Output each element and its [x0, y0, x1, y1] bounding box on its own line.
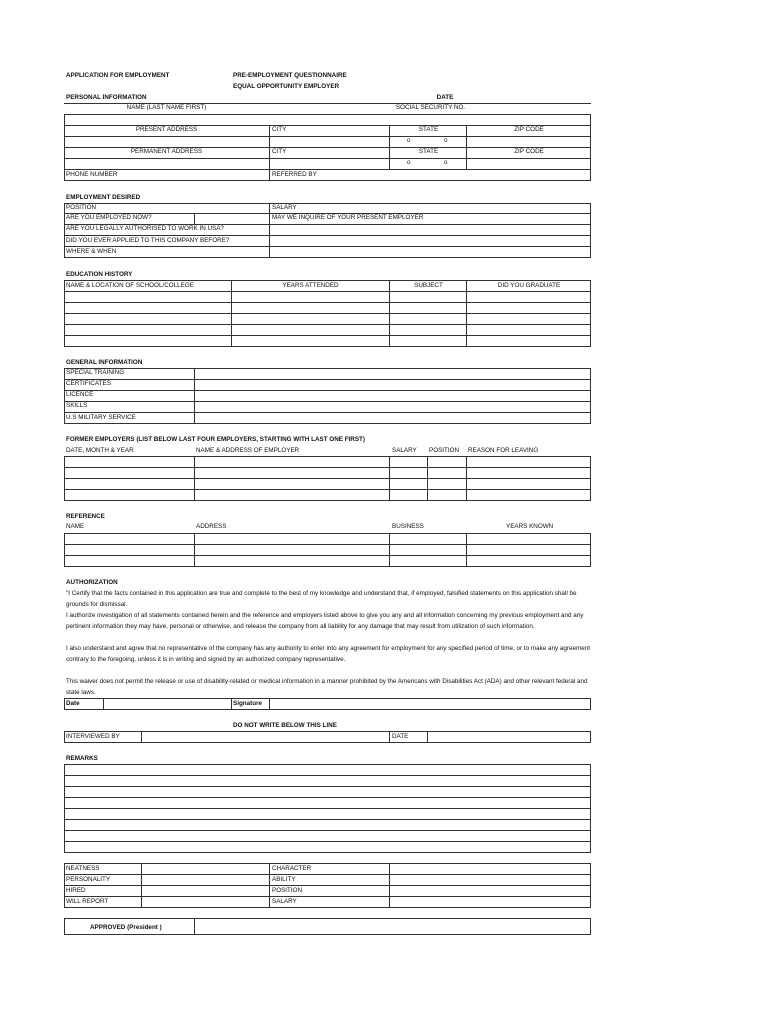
- rule: [64, 235, 591, 236]
- eoe-title: EQUAL OPPORTUNITY EMPLOYER: [233, 83, 340, 90]
- rule: [64, 136, 591, 137]
- salary-label: SALARY: [272, 204, 297, 211]
- grid-line: [64, 863, 65, 907]
- grid-line: [231, 280, 232, 346]
- name-label: NAME (LAST NAME FIRST): [126, 104, 207, 111]
- grid-line: [389, 863, 390, 907]
- rule: [64, 180, 591, 181]
- rule: [64, 896, 591, 897]
- authorised-label: ARE YOU LEGALLY AUTHORISED TO WORK IN USA?: [66, 225, 224, 232]
- grid-line: [590, 203, 591, 257]
- rule: [64, 698, 591, 699]
- rule: [64, 852, 591, 853]
- years-col-label: YEARS ATTENDED: [282, 282, 339, 289]
- date-label: DATE: [436, 94, 454, 101]
- grid-line: [590, 533, 591, 566]
- rule: [64, 764, 591, 765]
- general-item: LICENCE: [66, 391, 94, 398]
- rule: [64, 313, 591, 314]
- grid-line: [466, 280, 467, 346]
- state-option-1[interactable]: o: [407, 137, 411, 144]
- grid-line: [590, 114, 591, 180]
- reference-name-col: NAME: [66, 523, 85, 530]
- rule: [64, 489, 591, 490]
- personality-label: PERSONALITY: [66, 876, 111, 883]
- grid-line: [590, 918, 591, 934]
- hired-label: HIRED: [66, 887, 86, 894]
- grid-line: [64, 918, 65, 934]
- rule: [64, 544, 591, 545]
- referred-by-label: REFERRED BY: [272, 171, 317, 178]
- grid-line: [466, 125, 467, 169]
- employed-now-label: ARE YOU EMPLOYED NOW?: [66, 214, 152, 221]
- position-office-label: POSITION: [272, 887, 303, 894]
- grid-line: [64, 368, 65, 423]
- grid-line: [427, 731, 428, 742]
- state-label: STATE: [418, 148, 439, 155]
- applied-before-label: DID YOU EVER APPLIED TO THIS COMPANY BEFORE?: [66, 237, 230, 244]
- grid-line: [194, 368, 195, 423]
- former-heading: FORMER EMPLOYERS (LIST BELOW LAST FOUR EMPLOYERS, STARTING WITH LAST ONE FIRST): [66, 436, 365, 443]
- city-label: CITY: [272, 126, 287, 133]
- grid-line: [269, 125, 270, 180]
- general-heading: GENERAL INFORMATION: [66, 359, 143, 366]
- phone-label: PHONE NUMBER: [66, 171, 118, 178]
- grid-line: [389, 280, 390, 346]
- grid-line: [590, 764, 591, 852]
- grid-line: [590, 456, 591, 500]
- education-heading: EDUCATION HISTORY: [66, 271, 133, 278]
- grid-line: [64, 698, 65, 709]
- former-name-col: NAME & ADDRESS OF EMPLOYER: [196, 447, 300, 454]
- rule: [64, 346, 591, 347]
- where-when-label: WHERE & WHEN: [66, 248, 117, 255]
- subject-col-label: SUBJECT: [414, 282, 443, 289]
- rule: [64, 412, 591, 413]
- grid-line: [231, 698, 232, 709]
- remarks-heading: REMARKS: [66, 755, 98, 762]
- zip-label: ZIP CODE: [514, 126, 544, 133]
- rule: [64, 808, 591, 809]
- rule: [64, 797, 591, 798]
- rule: [64, 533, 591, 534]
- rule: [64, 830, 591, 831]
- state-option-1[interactable]: o: [407, 159, 411, 166]
- rule: [64, 324, 591, 325]
- grid-line: [64, 203, 65, 257]
- rule: [64, 390, 591, 391]
- rule: [64, 302, 591, 303]
- graduate-col-label: DID YOU GRADUATE: [497, 282, 561, 289]
- former-salary-col: SALARY: [392, 447, 417, 454]
- grid-line: [427, 456, 428, 500]
- ssn-label: SOCIAL SECURITY NO.: [395, 104, 466, 111]
- rule: [64, 863, 591, 864]
- do-not-write-notice: DO NOT WRITE BELOW THIS LINE: [233, 722, 337, 729]
- grid-line: [389, 731, 390, 742]
- character-label: CHARACTER: [272, 865, 312, 872]
- former-date-col: DATE, MONTH & YEAR: [66, 447, 134, 454]
- rule: [64, 934, 591, 935]
- grid-line: [64, 764, 65, 852]
- rule: [64, 775, 591, 776]
- grid-line: [590, 863, 591, 907]
- school-col-label: NAME & LOCATION OF SCHOOL/COLLEGE: [66, 282, 194, 289]
- grid-line: [194, 456, 195, 500]
- grid-line: [64, 731, 65, 742]
- interview-date-label: DATE: [392, 733, 409, 740]
- rule: [64, 841, 591, 842]
- grid-line: [194, 918, 195, 934]
- rule: [64, 874, 591, 875]
- general-item: CERTIFICATES: [66, 380, 111, 387]
- agreement-paragraph: I also understand and agree that no representative of the company has any authority to enter into any agreement for employment for any specified period of time, or to make any agreement contrary to the foregoing, unless it is in writing and signed by an authorized company representative.: [66, 645, 590, 663]
- former-position-col: POSITION: [429, 447, 460, 454]
- investigation-paragraph: I authorize investigation of all statements contained herein and the reference and employers listed above to give you any and all information concerning my previous employment and any pertinent information they may have, personal or otherwise, and release the company from all liability for any damage that may result from utilization of such information.: [66, 612, 584, 630]
- grid-line: [194, 533, 195, 566]
- questionnaire-title: PRE-EMPLOYMENT QUESTIONNAIRE: [233, 72, 347, 79]
- rule: [64, 401, 591, 402]
- grid-line: [64, 114, 65, 180]
- grid-line: [590, 698, 591, 709]
- grid-line: [590, 368, 591, 423]
- grid-line: [389, 533, 390, 566]
- rule: [64, 786, 591, 787]
- will-report-label: WILL REPORT: [66, 898, 109, 905]
- grid-line: [64, 456, 65, 500]
- ada-waiver-paragraph: This waiver does not permit the release or use of disability-related or medical information in a manner prohibited by the Americans with Disabilities Act (ADA) and other relevant federal and state laws.: [66, 678, 588, 696]
- certify-paragraph: "I Certify that the facts contained in this application are true and complete to the best of my knowledge and understand that, if employed, falsified statements on this application shall be grounds for dismissal.: [66, 590, 577, 608]
- position-label: POSITION: [66, 204, 97, 211]
- grid-line: [64, 280, 65, 346]
- rule: [64, 291, 591, 292]
- present-address-label: PRESENT ADDRESS: [135, 126, 198, 133]
- rule: [64, 257, 591, 258]
- interviewed-by-label: INTERVIEWED BY: [66, 733, 120, 740]
- former-reason-col: REASON FOR LEAVING: [468, 447, 539, 454]
- neatness-label: NEATNESS: [66, 865, 100, 872]
- grid-line: [389, 125, 390, 169]
- general-item: U.S MILITARY SERVICE: [66, 414, 136, 421]
- grid-line: [64, 533, 65, 566]
- reference-heading: REFERENCE: [66, 513, 105, 520]
- rule: [64, 423, 591, 424]
- zip-label: ZIP CODE: [514, 148, 544, 155]
- form-title: APPLICATION FOR EMPLOYMENT: [66, 72, 170, 79]
- state-label: STATE: [418, 126, 439, 133]
- grid-line: [466, 456, 467, 500]
- approved-label: APPROVED (President ): [90, 924, 162, 931]
- grid-line: [590, 280, 591, 346]
- rule: [64, 819, 591, 820]
- grid-line: [103, 698, 104, 709]
- grid-line: [590, 731, 591, 742]
- grid-line: [194, 213, 195, 224]
- grid-line: [269, 863, 270, 907]
- grid-line: [389, 456, 390, 500]
- rule: [64, 731, 591, 732]
- salary-office-label: SALARY: [272, 898, 297, 905]
- grid-line: [269, 203, 270, 257]
- rule: [64, 203, 591, 204]
- rule: [64, 467, 591, 468]
- ability-label: ABILITY: [272, 876, 296, 883]
- rule: [64, 456, 591, 457]
- rule: [64, 742, 591, 743]
- employment-heading: EMPLOYMENT DESIRED: [66, 194, 141, 201]
- rule: [64, 158, 591, 159]
- authorization-heading: AUTHORIZATION: [66, 579, 118, 586]
- rule: [64, 907, 591, 908]
- rule: [64, 114, 591, 115]
- rule: [64, 566, 591, 567]
- city-label: CITY: [272, 148, 287, 155]
- rule: [64, 885, 591, 886]
- rule: [64, 280, 591, 281]
- rule: [64, 555, 591, 556]
- grid-line: [269, 698, 270, 709]
- rule: [64, 500, 591, 501]
- grid-line: [466, 533, 467, 566]
- reference-business-col: BUSINESS: [392, 523, 424, 530]
- rule: [64, 246, 591, 247]
- rule: [64, 709, 591, 710]
- date-signature-label: Date: [66, 700, 80, 707]
- rule: [64, 335, 591, 336]
- rule: [64, 918, 591, 919]
- grid-line: [141, 863, 142, 907]
- personal-heading: PERSONAL INFORMATION: [66, 94, 147, 101]
- rule: [64, 379, 591, 380]
- may-inquire-label: MAY WE INQUIRE OF YOUR PRESENT EMPLOYER: [272, 214, 424, 221]
- rule: [64, 368, 591, 369]
- state-option-2[interactable]: o: [444, 159, 448, 166]
- state-option-2[interactable]: o: [444, 137, 448, 144]
- grid-line: [141, 731, 142, 742]
- rule: [64, 478, 591, 479]
- reference-years-col: YEARS KNOWN: [506, 523, 554, 530]
- general-item: SPECIAL TRAINING: [66, 369, 125, 376]
- reference-address-col: ADDRESS: [196, 523, 227, 530]
- signature-label: Signature: [233, 700, 263, 707]
- rule: [64, 169, 591, 170]
- general-item: SKILLS: [66, 402, 88, 409]
- permanent-address-label: PERMANENT ADDRESS: [130, 148, 203, 155]
